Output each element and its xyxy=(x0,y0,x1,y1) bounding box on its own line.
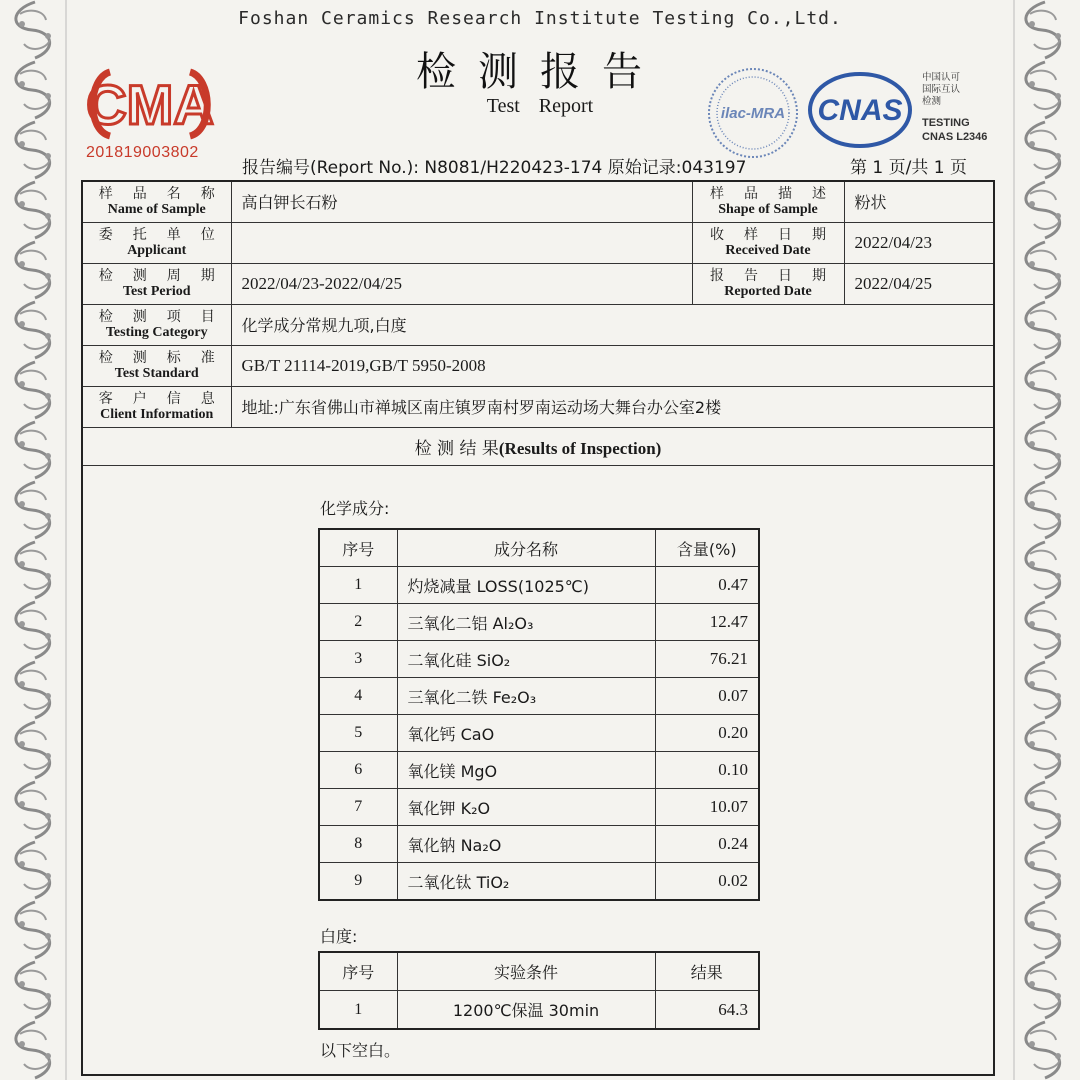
row-no: 4 xyxy=(319,678,397,715)
header-condition: 实验条件 xyxy=(397,952,655,991)
row-value: 10.07 xyxy=(655,789,759,826)
ilac-text: ilac-MRA xyxy=(720,105,786,122)
table-row xyxy=(319,567,759,604)
row-component: 氧化镁 MgO xyxy=(397,752,655,789)
report-no-label: 报告编号(Report No.): xyxy=(242,158,419,178)
sample-name-label: 样品名称 Name of Sample xyxy=(82,181,231,222)
table-row xyxy=(319,752,759,789)
reported-date-label: 报告日期 Reported Date xyxy=(692,263,844,304)
applicant-label: 委托单位 Applicant xyxy=(82,222,231,263)
client-info-label: 客户信息 Client Information xyxy=(82,386,231,427)
testing-category-value: 化学成分常规九项,白度 xyxy=(231,304,994,345)
original-record: 043197 xyxy=(681,158,747,178)
sample-name-value: 高白钾长石粉 xyxy=(231,181,692,222)
info-row xyxy=(82,304,994,345)
table-row xyxy=(319,678,759,715)
end-note: 以下空白。 xyxy=(320,1041,401,1060)
table-row xyxy=(319,641,759,678)
cnas-en-line: CNAS L2346 xyxy=(922,131,988,143)
row-no: 6 xyxy=(319,752,397,789)
ornamental-border-left xyxy=(0,0,70,1080)
cnas-text: CNAS xyxy=(817,94,903,127)
row-value: 0.07 xyxy=(655,678,759,715)
original-record-label: 原始记录: xyxy=(607,158,682,178)
table-row xyxy=(319,863,759,901)
table-row xyxy=(319,991,759,1030)
chemical-composition-table xyxy=(318,528,760,901)
row-value: 0.47 xyxy=(655,567,759,604)
row-value: 0.02 xyxy=(655,863,759,901)
header-content: 含量(%) xyxy=(655,529,759,567)
page-number: 第 1 页/共 1 页 xyxy=(850,158,967,178)
cnas-cn-line: 检测 xyxy=(922,96,942,107)
results-heading-row xyxy=(82,427,994,465)
received-date-label: 收样日期 Received Date xyxy=(692,222,844,263)
row-result: 64.3 xyxy=(655,991,759,1030)
table-row xyxy=(319,789,759,826)
cnas-logo-icon xyxy=(808,70,912,150)
row-component: 三氧化二铁 Fe₂O₃ xyxy=(397,678,655,715)
row-component: 二氧化钛 TiO₂ xyxy=(397,863,655,901)
sample-shape-value: 粉状 xyxy=(844,181,994,222)
client-info-value: 地址:广东省佛山市禅城区南庄镇罗南村罗南运动场大舞台办公室2楼 xyxy=(231,386,994,427)
info-row xyxy=(82,386,994,427)
row-component: 三氧化二铝 Al₂O₃ xyxy=(397,604,655,641)
report-number-line xyxy=(242,153,746,178)
reported-date-value: 2022/04/25 xyxy=(844,263,994,304)
header-no: 序号 xyxy=(319,529,397,567)
table-row xyxy=(319,604,759,641)
report-no: N8081/H220423-174 xyxy=(424,158,603,178)
row-condition: 1200℃保温 30min xyxy=(397,991,655,1030)
cma-stamp-text: CMA xyxy=(86,73,214,136)
row-component: 灼烧减量 LOSS(1025℃) xyxy=(397,567,655,604)
cma-stamp-icon xyxy=(80,64,220,144)
row-no: 2 xyxy=(319,604,397,641)
row-value: 12.47 xyxy=(655,604,759,641)
title-chinese: 检测报告 xyxy=(416,49,664,95)
title-english: Test Report xyxy=(486,95,594,117)
cnas-cn-line: 中国认可 xyxy=(922,72,961,83)
results-heading-en: (Results of Inspection) xyxy=(498,438,662,458)
row-component: 氧化钙 CaO xyxy=(397,715,655,752)
info-row xyxy=(82,263,994,304)
chemical-header-row xyxy=(319,529,759,567)
cma-number: 201819003802 xyxy=(86,144,199,161)
row-no: 7 xyxy=(319,789,397,826)
row-no: 9 xyxy=(319,863,397,901)
info-row xyxy=(82,345,994,386)
row-no: 1 xyxy=(319,991,397,1030)
test-standard-value: GB/T 21114-2019,GB/T 5950-2008 xyxy=(231,345,994,386)
row-no: 8 xyxy=(319,826,397,863)
received-date-value: 2022/04/23 xyxy=(844,222,994,263)
row-no: 5 xyxy=(319,715,397,752)
testing-category-label: 检测项目 Testing Category xyxy=(82,304,231,345)
cnas-cn-line: 国际互认 xyxy=(922,84,961,95)
row-no: 3 xyxy=(319,641,397,678)
test-standard-label: 检测标准 Test Standard xyxy=(82,345,231,386)
row-no: 1 xyxy=(319,567,397,604)
chemical-section-title: 化学成分: xyxy=(320,499,390,518)
whiteness-header-row xyxy=(319,952,759,991)
ilac-mra-logo-icon xyxy=(706,66,800,160)
test-period-label: 检测周期 Test Period xyxy=(82,263,231,304)
info-row xyxy=(82,181,994,222)
report-page xyxy=(70,0,1010,1080)
table-row xyxy=(319,715,759,752)
table-row xyxy=(319,826,759,863)
row-value: 0.10 xyxy=(655,752,759,789)
sample-shape-label: 样品描述 Shape of Sample xyxy=(692,181,844,222)
results-heading-cn: 检 测 结 果 xyxy=(414,438,499,459)
whiteness-section-title: 白度: xyxy=(320,927,358,946)
header-result: 结果 xyxy=(655,952,759,991)
whiteness-table xyxy=(318,951,760,1030)
institute-name: Foshan Ceramics Research Institute Testing Co.,Ltd. xyxy=(238,8,842,29)
row-value: 0.24 xyxy=(655,826,759,863)
ornamental-border-right xyxy=(1010,0,1080,1080)
header-no: 序号 xyxy=(319,952,397,991)
cnas-caption-en xyxy=(922,116,987,144)
test-period-value: 2022/04/23-2022/04/25 xyxy=(231,263,692,304)
header-component: 成分名称 xyxy=(397,529,655,567)
info-row xyxy=(82,222,994,263)
results-heading xyxy=(82,427,994,465)
row-value: 0.20 xyxy=(655,715,759,752)
cnas-caption-cn xyxy=(922,72,960,108)
row-component: 氧化钠 Na₂O xyxy=(397,826,655,863)
row-component: 氧化钾 K₂O xyxy=(397,789,655,826)
cnas-en-line: TESTING xyxy=(922,117,970,129)
applicant-value xyxy=(231,222,692,263)
row-component: 二氧化硅 SiO₂ xyxy=(397,641,655,678)
row-value: 76.21 xyxy=(655,641,759,678)
